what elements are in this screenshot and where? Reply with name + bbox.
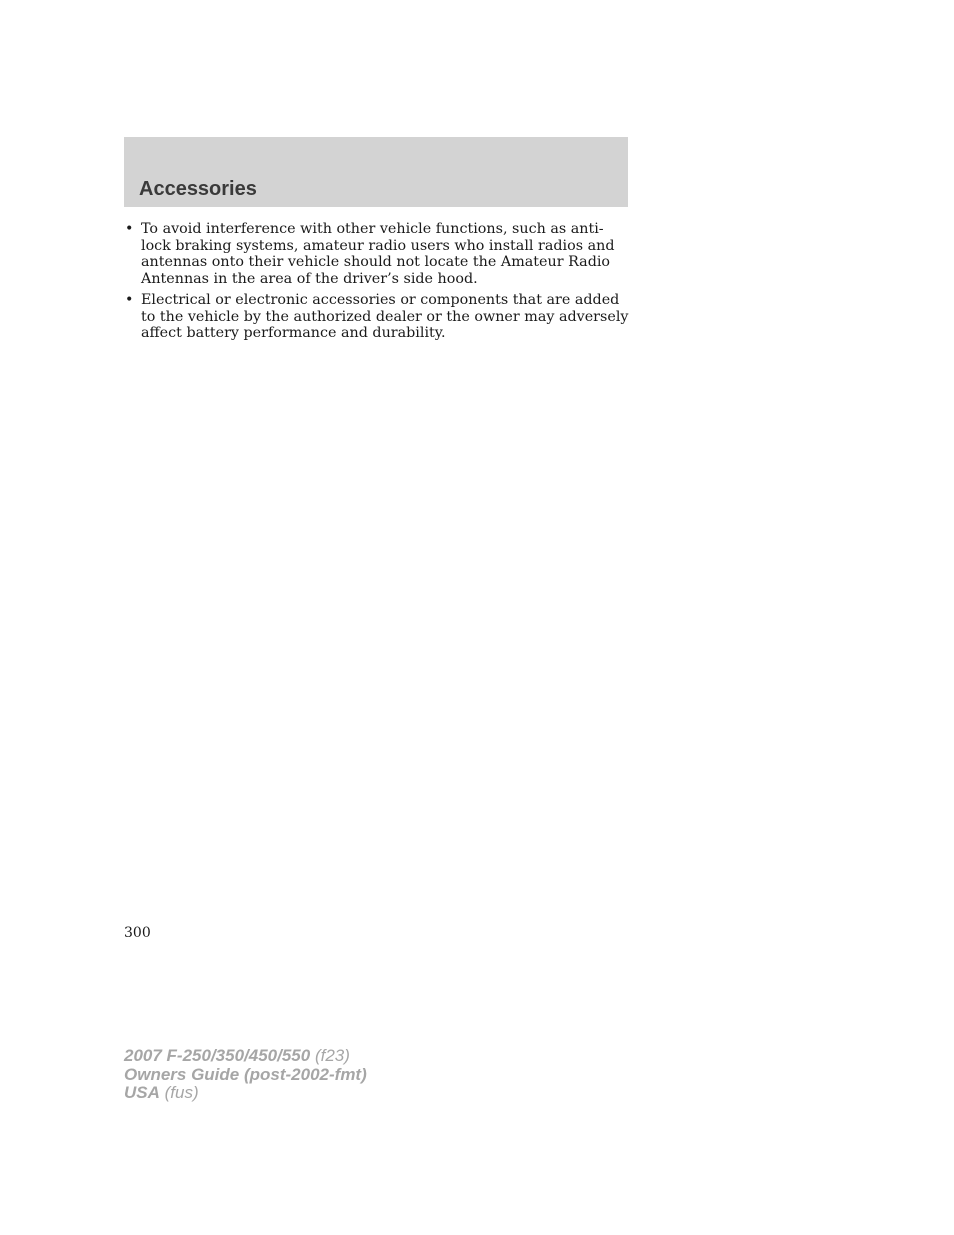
footer-guide: Owners Guide (post-2002-fmt) — [124, 1064, 367, 1084]
footer-line-region — [124, 1084, 367, 1103]
page-number: 300 — [124, 925, 151, 941]
list-item-text: To avoid interference with other vehicle functions, such as anti-lock braking systems, amateur radio users who install radios and antennas onto their vehicle should not locate the Amateur Radio Antennas in the area of the driver’s side hood. — [141, 221, 615, 287]
footer-line-guide — [124, 1066, 367, 1085]
footer-model-code: (f23) — [314, 1046, 350, 1065]
list-item — [124, 221, 630, 287]
footer-region: USA — [124, 1083, 160, 1102]
footer-model: 2007 F-250/350/450/550 — [124, 1046, 311, 1065]
section-header-band — [124, 137, 628, 207]
document-footer — [124, 1047, 367, 1103]
bullet-icon: • — [125, 292, 134, 308]
footer-line-model — [124, 1047, 367, 1066]
list-item-text: Electrical or electronic accessories or components that are added to the vehicle by the authorized dealer or the owner may adversely affect battery performance and durability. — [141, 292, 629, 341]
footer-region-code: (fus) — [164, 1083, 199, 1102]
section-title: Accessories — [139, 178, 257, 200]
bullet-list — [124, 221, 630, 347]
bullet-icon: • — [125, 221, 134, 237]
list-item — [124, 292, 630, 342]
